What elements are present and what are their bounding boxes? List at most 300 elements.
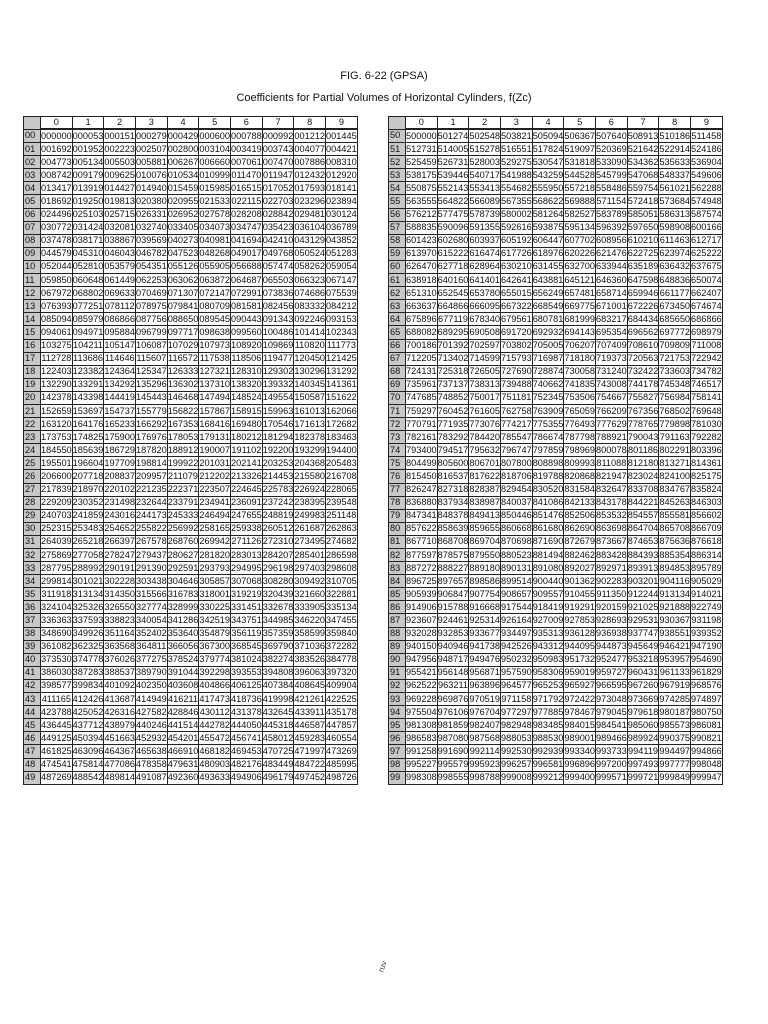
row-label: 25 <box>24 457 41 470</box>
table-cell: 077251 <box>72 300 104 313</box>
row-label: 42 <box>24 679 41 692</box>
table-cell: 085094 <box>41 313 73 326</box>
table-cell: 814361 <box>691 457 723 470</box>
table-cell: 288992 <box>72 562 104 575</box>
table-cell: 349926 <box>72 627 104 640</box>
table-cell: 648836 <box>659 274 691 287</box>
table-cell: 438979 <box>104 719 136 732</box>
table-cell: 000279 <box>136 129 168 143</box>
table-cell: 694143 <box>564 326 596 339</box>
table-cell: 892027 <box>564 562 596 575</box>
table-cell: 965927 <box>564 679 596 692</box>
table-cell: 732422 <box>627 365 659 378</box>
table-cell: 226924 <box>294 483 326 496</box>
table-cell: 331451 <box>231 601 263 614</box>
table-cell: 953957 <box>659 653 691 666</box>
table-cell: 046043 <box>104 247 136 260</box>
table-row <box>389 522 723 535</box>
table-cell: 445318 <box>262 719 294 732</box>
table-cell: 421261 <box>294 693 326 706</box>
table-cell: 905939 <box>406 588 438 601</box>
table-cell: 999849 <box>659 771 691 784</box>
table-cell: 957590 <box>501 666 533 679</box>
table-cell: 514005 <box>437 143 469 156</box>
table-cell: 073836 <box>262 287 294 300</box>
row-label: 21 <box>24 404 41 417</box>
table-cell: 996257 <box>501 758 533 771</box>
table-cell: 807800 <box>501 457 533 470</box>
table-cell: 308280 <box>262 575 294 588</box>
table-cell: 934497 <box>501 627 533 640</box>
table-cell: 393553 <box>231 666 263 679</box>
table-cell: 767356 <box>627 404 659 417</box>
table-row <box>389 365 723 378</box>
table-cell: 138320 <box>231 378 263 391</box>
column-header: 1 <box>72 117 104 130</box>
table-row <box>24 693 358 706</box>
table-cell: 240703 <box>41 509 73 522</box>
table-cell: 069633 <box>104 287 136 300</box>
table-cell: 583789 <box>596 208 628 221</box>
table-cell: 821947 <box>596 470 628 483</box>
table-cell: 482176 <box>231 758 263 771</box>
table-cell: 904116 <box>659 575 691 588</box>
table-cell: 776493 <box>564 418 596 431</box>
table-cell: 745348 <box>659 378 691 391</box>
table-row <box>24 129 358 143</box>
table-row <box>24 444 358 457</box>
table-cell: 825175 <box>691 470 723 483</box>
table-cell: 252315 <box>41 522 73 535</box>
table-cell: 707409 <box>596 339 628 352</box>
table-cell: 243016 <box>104 509 136 522</box>
table-cell: 080709 <box>199 300 231 313</box>
row-label: 36 <box>24 601 41 614</box>
table-cell: 479631 <box>167 758 199 771</box>
table-row <box>24 378 358 391</box>
table-cell: 427582 <box>136 706 168 719</box>
table-cell: 363568 <box>104 640 136 653</box>
table-cell: 510186 <box>659 129 691 143</box>
table-cell: 771935 <box>437 418 469 431</box>
table-cell: 068802 <box>72 287 104 300</box>
row-label: 74 <box>389 444 406 457</box>
row-label: 41 <box>24 666 41 679</box>
table-cell: 026331 <box>136 208 168 221</box>
table-cell: 501274 <box>437 129 469 143</box>
table-cell: 848378 <box>437 509 469 522</box>
table-cell: 890131 <box>501 562 533 575</box>
table-cell: 983485 <box>532 719 564 732</box>
table-cell: 725318 <box>437 365 469 378</box>
table-cell: 802291 <box>659 444 691 457</box>
table-cell: 087756 <box>136 313 168 326</box>
table-cell: 889180 <box>469 562 501 575</box>
table-cell: 684434 <box>627 313 659 326</box>
table-cell: 817622 <box>469 470 501 483</box>
column-header: 3 <box>136 117 168 130</box>
table-cell: 969876 <box>437 693 469 706</box>
table-cell: 359840 <box>326 627 358 640</box>
table-cell: 651310 <box>406 287 438 300</box>
table-cell: 625222 <box>691 247 723 260</box>
table-row <box>389 653 723 666</box>
table-cell: 367300 <box>199 640 231 653</box>
table-cell: 003743 <box>262 143 294 156</box>
table-row <box>389 404 723 417</box>
table-cell: 587574 <box>691 208 723 221</box>
table-cell: 224645 <box>231 483 263 496</box>
table-cell: 042410 <box>262 234 294 247</box>
table-cell: 811088 <box>596 457 628 470</box>
table-cell: 338823 <box>104 614 136 627</box>
table-cell: 409904 <box>326 679 358 692</box>
table-cell: 922749 <box>691 601 723 614</box>
coefficients-table-right <box>388 116 723 785</box>
table-cell: 358599 <box>294 627 326 640</box>
table-row <box>389 575 723 588</box>
table-cell: 060648 <box>72 274 104 287</box>
table-cell: 014427 <box>104 182 136 195</box>
table-cell: 714599 <box>469 352 501 365</box>
table-cell: 921888 <box>659 601 691 614</box>
table-cell: 023894 <box>326 195 358 208</box>
table-cell: 297403 <box>294 562 326 575</box>
table-cell: 011947 <box>262 169 294 182</box>
table-row <box>24 575 358 588</box>
table-cell: 209957 <box>136 470 168 483</box>
table-cell: 962522 <box>406 679 438 692</box>
table-cell: 516551 <box>501 143 533 156</box>
table-cell: 816537 <box>437 470 469 483</box>
table-cell: 893913 <box>627 562 659 575</box>
table-cell: 678340 <box>469 313 501 326</box>
table-cell: 233791 <box>167 496 199 509</box>
table-cell: 692932 <box>532 326 564 339</box>
table-row <box>24 352 358 365</box>
table-cell: 697772 <box>659 326 691 339</box>
table-cell: 612717 <box>691 234 723 247</box>
table-cell: 804499 <box>406 457 438 470</box>
table-cell: 961133 <box>659 666 691 679</box>
table-cell: 328999 <box>167 601 199 614</box>
table-cell: 137310 <box>199 378 231 391</box>
table-cell: 915788 <box>437 601 469 614</box>
row-label: 20 <box>24 391 41 404</box>
table-cell: 000600 <box>199 129 231 143</box>
table-cell: 920159 <box>596 601 628 614</box>
table-cell: 132290 <box>41 378 73 391</box>
table-cell: 426316 <box>104 706 136 719</box>
table-cell: 118506 <box>231 352 263 365</box>
row-label: 91 <box>389 666 406 679</box>
table-cell: 805600 <box>437 457 469 470</box>
row-label: 72 <box>389 418 406 431</box>
table-cell: 343751 <box>231 614 263 627</box>
table-cell: 184550 <box>41 444 73 457</box>
table-cell: 332678 <box>262 601 294 614</box>
table-cell: 964577 <box>501 679 533 692</box>
table-cell: 910455 <box>564 588 596 601</box>
table-cell: 096799 <box>136 326 168 339</box>
table-cell: 967260 <box>627 679 659 692</box>
table-cell: 806701 <box>469 457 501 470</box>
table-cell: 637675 <box>691 260 723 273</box>
table-cell: 265218 <box>72 535 104 548</box>
table-cell: 221235 <box>136 483 168 496</box>
row-label: 75 <box>389 457 406 470</box>
table-cell: 978467 <box>564 706 596 719</box>
table-cell: 063062 <box>167 274 199 287</box>
table-cell: 927009 <box>532 614 564 627</box>
table-cell: 791163 <box>659 431 691 444</box>
table-cell: 865708 <box>659 522 691 535</box>
table-cell: 022703 <box>262 195 294 208</box>
row-label-header <box>389 117 406 130</box>
table-cell: 304646 <box>167 575 199 588</box>
table-cell: 218970 <box>72 483 104 496</box>
row-label: 53 <box>389 169 406 182</box>
table-cell: 731240 <box>596 365 628 378</box>
table-cell: 361082 <box>41 640 73 653</box>
table-cell: 281820 <box>199 549 231 562</box>
table-cell: 111773 <box>326 339 358 352</box>
table-cell: 228065 <box>326 483 358 496</box>
row-label: 84 <box>389 575 406 588</box>
table-cell: 829454 <box>501 483 533 496</box>
table-cell: 121425 <box>326 352 358 365</box>
table-cell: 949476 <box>469 653 501 666</box>
table-cell: 149554 <box>262 391 294 404</box>
table-cell: 540717 <box>469 169 501 182</box>
table-cell: 993340 <box>564 745 596 758</box>
table-cell: 362325 <box>72 640 104 653</box>
table-row <box>389 182 723 195</box>
table-cell: 413687 <box>104 693 136 706</box>
column-header: 7 <box>262 117 294 130</box>
table-cell: 468182 <box>199 745 231 758</box>
table-cell: 846303 <box>691 496 723 509</box>
table-cell: 668549 <box>532 300 564 313</box>
table-cell: 826247 <box>406 483 438 496</box>
table-cell: 783292 <box>437 431 469 444</box>
row-label: 68 <box>389 365 406 378</box>
table-cell: 001212 <box>294 129 326 143</box>
table-cell: 998048 <box>691 758 723 771</box>
table-cell: 778765 <box>627 418 659 431</box>
row-label: 10 <box>24 260 41 273</box>
table-cell: 203253 <box>262 457 294 470</box>
row-label: 93 <box>389 693 406 706</box>
row-label: 12 <box>24 287 41 300</box>
table-cell: 837934 <box>437 496 469 509</box>
table-cell: 888227 <box>437 562 469 575</box>
table-cell: 078975 <box>136 300 168 313</box>
table-cell: 007886 <box>294 156 326 169</box>
table-cell: 695354 <box>596 326 628 339</box>
table-cell: 876618 <box>691 535 723 548</box>
row-label: 17 <box>24 352 41 365</box>
table-cell: 007470 <box>262 156 294 169</box>
table-cell: 143398 <box>72 391 104 404</box>
table-cell: 900440 <box>532 575 564 588</box>
table-cell: 381024 <box>231 653 263 666</box>
table-cell: 026952 <box>167 208 199 221</box>
table-cell: 787798 <box>564 431 596 444</box>
table-cell: 976106 <box>437 706 469 719</box>
row-label: 60 <box>389 260 406 273</box>
table-cell: 979045 <box>596 706 628 719</box>
table-cell: 951732 <box>564 653 596 666</box>
table-cell: 075539 <box>326 287 358 300</box>
table-row <box>24 732 358 745</box>
table-cell: 511458 <box>691 129 723 143</box>
table-cell: 002507 <box>136 143 168 156</box>
row-label: 73 <box>389 431 406 444</box>
table-cell: 855581 <box>659 509 691 522</box>
table-cell: 615222 <box>437 247 469 260</box>
table-cell: 550875 <box>406 182 438 195</box>
table-cell: 966595 <box>596 679 628 692</box>
row-label: 76 <box>389 470 406 483</box>
table-cell: 777629 <box>596 418 628 431</box>
table-cell: 168416 <box>199 418 231 431</box>
table-cell: 001445 <box>326 129 358 143</box>
table-cell: 320439 <box>262 588 294 601</box>
table-cell: 321660 <box>294 588 326 601</box>
table-cell: 985060 <box>627 719 659 732</box>
table-cell: 996896 <box>564 758 596 771</box>
table-cell: 104211 <box>72 339 104 352</box>
row-label: 48 <box>24 758 41 771</box>
table-cell: 258165 <box>199 522 231 535</box>
row-label: 46 <box>24 732 41 745</box>
table-cell: 700186 <box>406 339 438 352</box>
table-cell: 309492 <box>294 575 326 588</box>
table-cell: 863698 <box>596 522 628 535</box>
table-cell: 754667 <box>596 391 628 404</box>
row-label: 40 <box>24 653 41 666</box>
table-cell: 212202 <box>199 470 231 483</box>
table-row <box>389 274 723 287</box>
table-cell: 992114 <box>469 745 501 758</box>
table-cell: 156822 <box>167 404 199 417</box>
table-cell: 851476 <box>532 509 564 522</box>
table-cell: 333905 <box>294 601 326 614</box>
table-row <box>24 418 358 431</box>
table-cell: 004077 <box>294 143 326 156</box>
table-row <box>389 457 723 470</box>
row-label: 80 <box>389 522 406 535</box>
table-cell: 740662 <box>532 378 564 391</box>
table-row <box>24 679 358 692</box>
column-header: 3 <box>501 117 533 130</box>
table-cell: 720563 <box>627 352 659 365</box>
table-cell: 932853 <box>437 627 469 640</box>
table-cell: 061449 <box>104 274 136 287</box>
row-label: 06 <box>24 208 41 221</box>
table-cell: 017052 <box>262 182 294 195</box>
table-cell: 000992 <box>262 129 294 143</box>
table-row <box>389 234 723 247</box>
row-label: 24 <box>24 444 41 457</box>
table-cell: 590096 <box>437 221 469 234</box>
table-cell: 989001 <box>564 732 596 745</box>
table-cell: 576212 <box>406 208 438 221</box>
table-row <box>389 745 723 758</box>
table-cell: 892971 <box>596 562 628 575</box>
table-cell: 174825 <box>72 431 104 444</box>
table-cell: 364811 <box>136 640 168 653</box>
table-cell: 079841 <box>167 300 199 313</box>
table-cell: 779898 <box>659 418 691 431</box>
table-row <box>389 679 723 692</box>
table-cell: 290191 <box>104 562 136 575</box>
table-row <box>389 470 723 483</box>
table-cell: 741835 <box>564 378 596 391</box>
table-row <box>389 313 723 326</box>
table-cell: 646360 <box>596 274 628 287</box>
table-row <box>389 300 723 313</box>
table-cell: 911350 <box>596 588 628 601</box>
table-cell: 387283 <box>72 666 104 679</box>
table-cell: 376026 <box>104 653 136 666</box>
table-cell: 404866 <box>199 679 231 692</box>
table-cell: 066323 <box>294 274 326 287</box>
row-label: 99 <box>389 771 406 784</box>
table-cell: 800078 <box>596 444 628 457</box>
table-cell: 256992 <box>167 522 199 535</box>
table-cell: 167353 <box>167 418 199 431</box>
table-cell: 977885 <box>532 706 564 719</box>
table-cell: 072991 <box>231 287 263 300</box>
row-label: 02 <box>24 156 41 169</box>
table-cell: 995923 <box>469 758 501 771</box>
table-cell: 947956 <box>406 653 438 666</box>
table-cell: 054351 <box>136 260 168 273</box>
table-cell: 943312 <box>532 640 564 653</box>
table-cell: 020380 <box>136 195 168 208</box>
table-row <box>24 143 358 156</box>
row-label: 70 <box>389 391 406 404</box>
table-cell: 968576 <box>691 679 723 692</box>
table-cell: 264039 <box>41 535 73 548</box>
table-cell: 001952 <box>72 143 104 156</box>
row-label: 51 <box>389 143 406 156</box>
table-cell: 120450 <box>294 352 326 365</box>
table-cell: 657481 <box>564 287 596 300</box>
table-cell: 955421 <box>406 666 438 679</box>
table-cell: 755827 <box>627 391 659 404</box>
table-cell: 722942 <box>691 352 723 365</box>
table-cell: 947190 <box>691 640 723 653</box>
table-cell: 369790 <box>262 640 294 653</box>
table-cell: 727690 <box>501 365 533 378</box>
column-header: 2 <box>469 117 501 130</box>
table-cell: 790043 <box>627 431 659 444</box>
table-cell: 000053 <box>72 129 104 143</box>
table-cell: 582527 <box>564 208 596 221</box>
table-cell: 408645 <box>294 679 326 692</box>
table-cell: 000151 <box>104 129 136 143</box>
table-cell: 907754 <box>469 588 501 601</box>
row-label: 27 <box>24 483 41 496</box>
table-cell: 842133 <box>564 496 596 509</box>
table-cell: 023296 <box>294 195 326 208</box>
table-cell: 018141 <box>326 182 358 195</box>
table-cell: 342519 <box>199 614 231 627</box>
row-label: 32 <box>24 549 41 562</box>
